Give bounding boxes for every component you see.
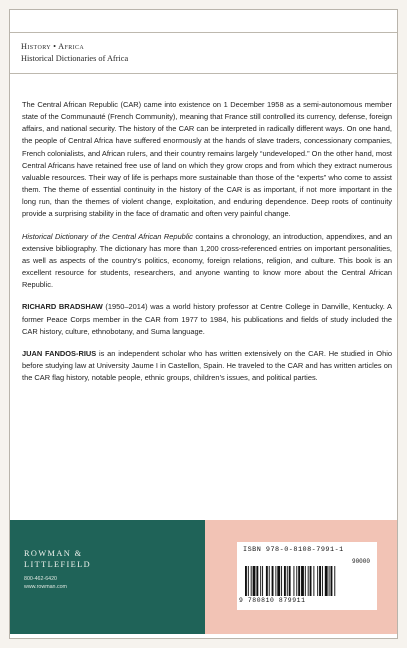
series-category-africa: Africa [58, 42, 85, 51]
book-title: Historical Dictionary of the Central African Republic [22, 231, 193, 241]
author-name-fandos-rius: JUAN FANDOS-RIUS [22, 348, 97, 358]
series-label [21, 41, 128, 65]
author-text-bradshaw: (1950–2014) was a world history professor at Centre College in Danville, Kentucky. A former Peace Corps member in the CAR from 1977 to 1984, his publications and fields of study included the CAR history, culture, ethnobotany, and Suma language. [22, 302, 392, 336]
author-bio-fandos-rius [22, 348, 392, 384]
barcode-icon [245, 566, 371, 600]
author-text-fandos-rius: is an independent scholar who has written extensively on the CAR. He studied in Ohio before studying law at University Jaume I in Castellon, Spain. He traveled to the CAR and has written articles on the CAR flag history, notable people, ethnic groups, children’s issues, and political parties. [22, 348, 393, 383]
series-rule [10, 73, 397, 74]
isbn-number: ISBN 978-0-8108-7991-1 [243, 546, 344, 554]
summary-paragraph: The Central African Republic (CAR) came into existence on 1 December 1958 as a semi-autonomous member state of the Communauté (French Community), meaning that France still controlled its currency, defense, foreign affairs, and national security. The history of the CAR can be interpreted in radically different ways. On one hand, the people of Central Africa have suffered enormously at the hands of slave traders, concessionary companies, French colonialists, and African rulers, and their country remains largely “undeveloped.” On the other hand, most Central Africans have retained free use of land on which they grow crops and from which they extract numerous valuable resources. Their way of life is perhaps more sustainable than those of the “experts” who come to assist them. The theme of essential continuity in the history of the CAR is as important, if not more important in the long run, than the themes of violent change, exploitation, and enduring dependence. Deep roots of continuity provide a surprising stability in the face of dramatic and often very painful change. [22, 100, 392, 219]
publisher-block [10, 520, 205, 634]
contents-paragraph [22, 231, 392, 292]
series-separator: • [51, 42, 59, 51]
publisher-logo-line1: ROWMAN & [24, 549, 83, 558]
price-code: 90000 [351, 558, 370, 565]
series-category-history: History [21, 42, 52, 51]
barcode-box [237, 542, 377, 610]
series-name: Historical Dictionaries of Africa [21, 54, 129, 63]
publisher-phone: 800-462-6420 [24, 576, 57, 582]
barcode-area [205, 520, 397, 634]
description-text [22, 99, 392, 384]
publisher-logo-line2: LITTLEFIELD [24, 559, 92, 569]
author-name-bradshaw: RICHARD BRADSHAW [22, 302, 103, 312]
top-rule [10, 32, 397, 33]
barcode-digits: 9 780810 879911 [239, 597, 306, 604]
author-bio-bradshaw [22, 301, 392, 337]
publisher-url: www.rowman.com [24, 584, 67, 590]
contents-text: contains a chronology, an introduction, appendixes, and an extensive bibliography. The dictionary has more than 1,200 cross-referenced entries on important personalities, as well as aspects of the country’s politics, economy, foreign relations, religion, and culture. This book is an excellent resource for students, researchers, and anyone wanting to know more about the Central African Republic. [22, 231, 393, 290]
publisher-logo [24, 549, 91, 570]
series-category [21, 41, 128, 53]
